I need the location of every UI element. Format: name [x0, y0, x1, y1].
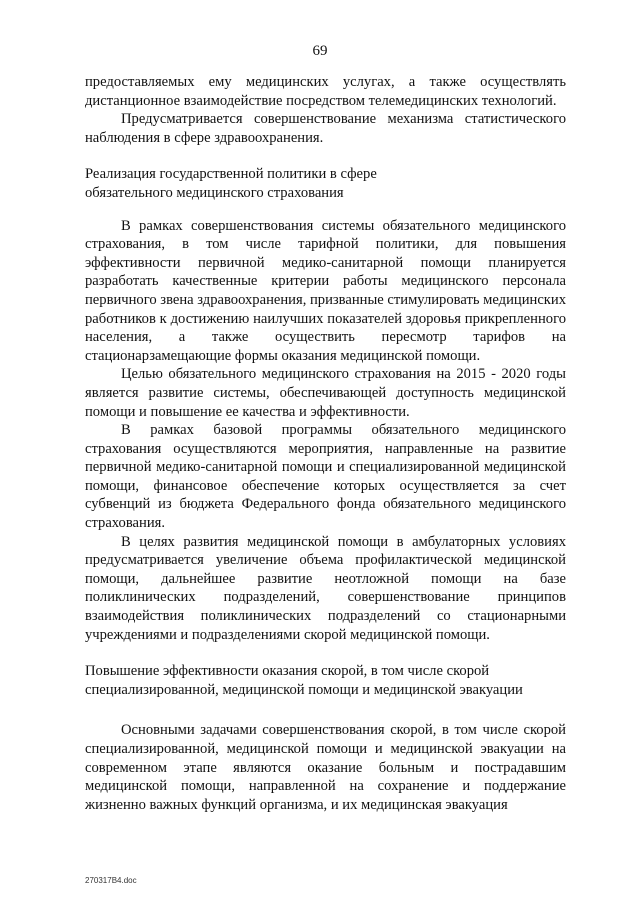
page-number: 69: [312, 43, 328, 59]
paragraph-emergency-tasks: Основными задачами совершенствования скорой, в том числе скорой специализированной, медицинской помощи и медицинской эвакуации на современном этапе являются оказание больным и пострадавшим медицинской помощи, направленной на сохранение и поддержание жизненно важных функций организма, и их медицинская эвакуация: [85, 722, 566, 813]
paragraph-oms-outpatient: В целях развития медицинской помощи в амбулаторных условиях предусматривается увеличение объема профилактической медицинской помощи, дальнейшее развитие неотложной помощи на базе поликлинических подразделений, совершенствование принципов взаимодействия поликлинических подразделений со стационарными учреждениями и подразделениями скорой медицинской помощи.: [85, 533, 566, 643]
section-heading-emergency-line2: специализированной, медицинской помощи и медицинской эвакуации: [85, 681, 523, 698]
section-heading-oms-line2: обязательного медицинского страхования: [85, 184, 344, 201]
section-heading-emergency: [85, 662, 566, 699]
paragraph-oms-goal: Целью обязательного медицинского страхования на 2015 - 2020 годы является развитие системы, обеспечивающей доступность медицинской помощи и повышение ее качества и эффективности.: [85, 366, 566, 420]
section-heading-oms: [85, 165, 566, 202]
section-heading-oms-line1: Реализация государственной политики в сфере: [85, 166, 377, 183]
paragraph-continuation: предоставляемых ему медицинских услугах, а также осуществлять дистанционное взаимодействие посредством телемедицинских технологий.: [85, 74, 566, 109]
paragraph-oms-tariffs: В рамках совершенствования системы обязательного медицинского страхования, в том числе тарифной политики, для повышения эффективности первичной медико-санитарной помощи планируется разработать качественные критерии работы медицинского персонала первичного звена здравоохранения, призванные стимулировать медицинских работников к достижению наилучших показателей здоровья прикрепленного населения, а также осуществить пересмотр тарифов на стационарзамещающие формы оказания медицинской помощи.: [85, 217, 566, 364]
footer-file-code: 270317B4.doc: [85, 876, 137, 885]
paragraph-oms-basic-program: В рамках базовой программы обязательного медицинского страхования осуществляются мероприятия, направленные на развитие первичной медико-санитарной помощи и специализированной медицинской помощи, финансовое обеспечение которых осуществляется за счет субвенций из бюджета Федерального фонда обязательного медицинского страхования.: [85, 422, 566, 532]
page-body: [85, 73, 566, 814]
section-heading-emergency-line1: Повышение эффективности оказания скорой, в том числе скорой: [85, 663, 490, 680]
paragraph-statistics: Предусматривается совершенствование механизма статистического наблюдения в сфере здравоохранения.: [85, 111, 566, 146]
